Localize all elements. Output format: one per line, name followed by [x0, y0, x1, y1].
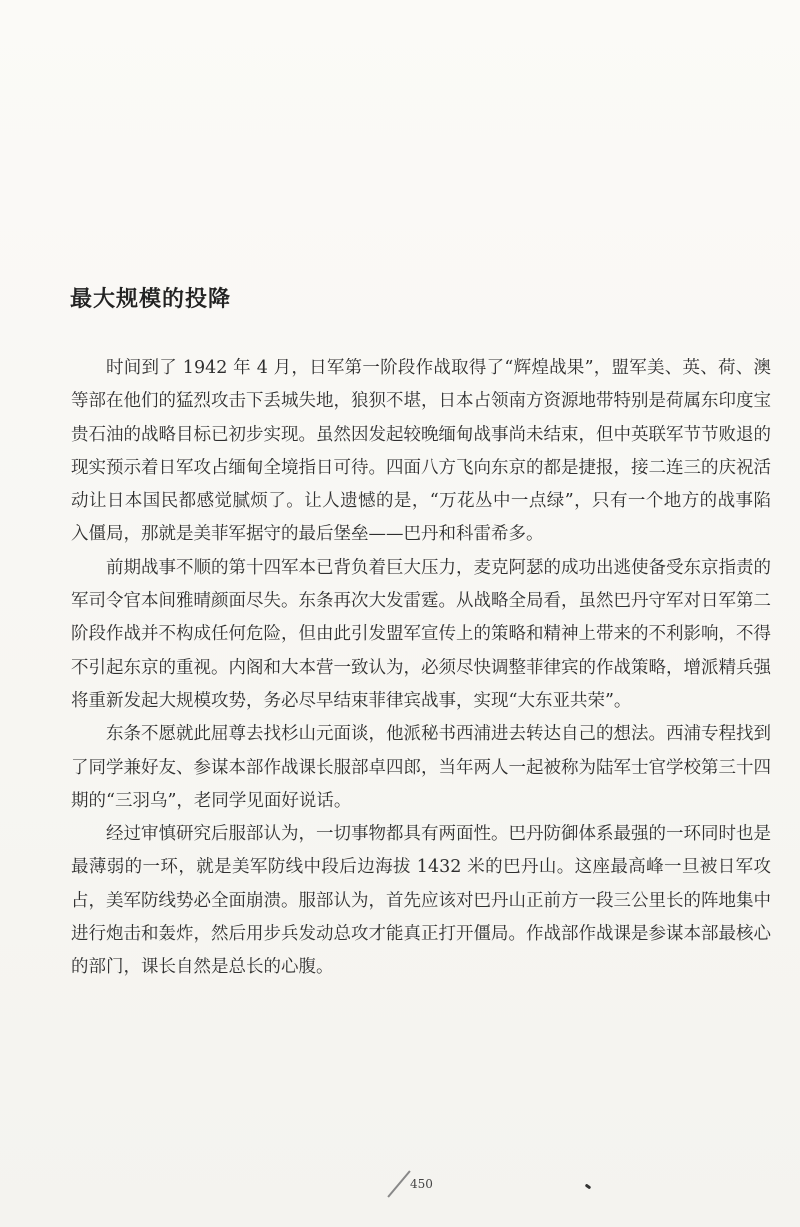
- slash-divider: [387, 1170, 410, 1197]
- ink-speck: [585, 1184, 592, 1190]
- page-footer: [380, 1165, 460, 1205]
- section-title: 最大规模的投降: [70, 287, 232, 312]
- paragraph-2: 前期战事不顺的第十四军本已背负着巨大压力，麦克阿瑟的成功出逃使备受东京指责的军司令官本间雅晴颜面尽失。东条再次大发雷霆。从战略全局看，虽然巴丹守军对日军第二阶段作战并不构成任何危险，但由此引发盟军宣传上的策略和精神上带来的不利影响，不得不引起东京的重视。内阁和大本营一致认为，必须尽快调整菲律宾的作战策略，增派精兵强将重新发起大规模攻势，务必尽早结束菲律宾战事，实现“大东亚共荣”。: [71, 557, 771, 711]
- paragraph-4: 经过审慎研究后服部认为，一切事物都具有两面性。巴丹防御体系最强的一环同时也是最薄弱的一环，就是美军防线中段后边海拔 1432 米的巴丹山。这座最高峰一旦被日军攻占，美军防线势必全面崩溃。服部认为，首先应该对巴丹山正前方一段三公里长的阵地集中进行炮击和轰炸，然后用步兵发动总攻才能真正打开僵局。作战部作战课是参谋本部最核心的部门，课长自然是总长的心腹。: [71, 824, 771, 978]
- paragraph-1: 时间到了 1942 年 4 月，日军第一阶段作战取得了“辉煌战果”，盟军美、英、荷、澳等部在他们的猛烈攻击下丢城失地，狼狈不堪，日本占领南方资源地带特别是荷属东印度宝贵石油的战略目标已初步实现。虽然因发起较晚缅甸战事尚未结束，但中英联军节节败退的现实预示着日军攻占缅甸全境指日可待。四面八方飞向东京的都是捷报，接二连三的庆祝活动让日本国民都感觉腻烦了。让人遗憾的是，“万花丛中一点绿”，只有一个地方的战事陷入僵局，那就是美菲军据守的最后堡垒——巴丹和科雷希多。: [71, 358, 771, 545]
- page-number: 450: [410, 1177, 433, 1191]
- body-text: [71, 352, 771, 985]
- paragraph-3: 东条不愿就此屈尊去找杉山元面谈，他派秘书西浦进去转达自己的想法。西浦专程找到了同学兼好友、参谋本部作战课长服部卓四郎，当年两人一起被称为陆军士官学校第三十四期的“三羽乌”，老同学见面好说话。: [71, 724, 771, 811]
